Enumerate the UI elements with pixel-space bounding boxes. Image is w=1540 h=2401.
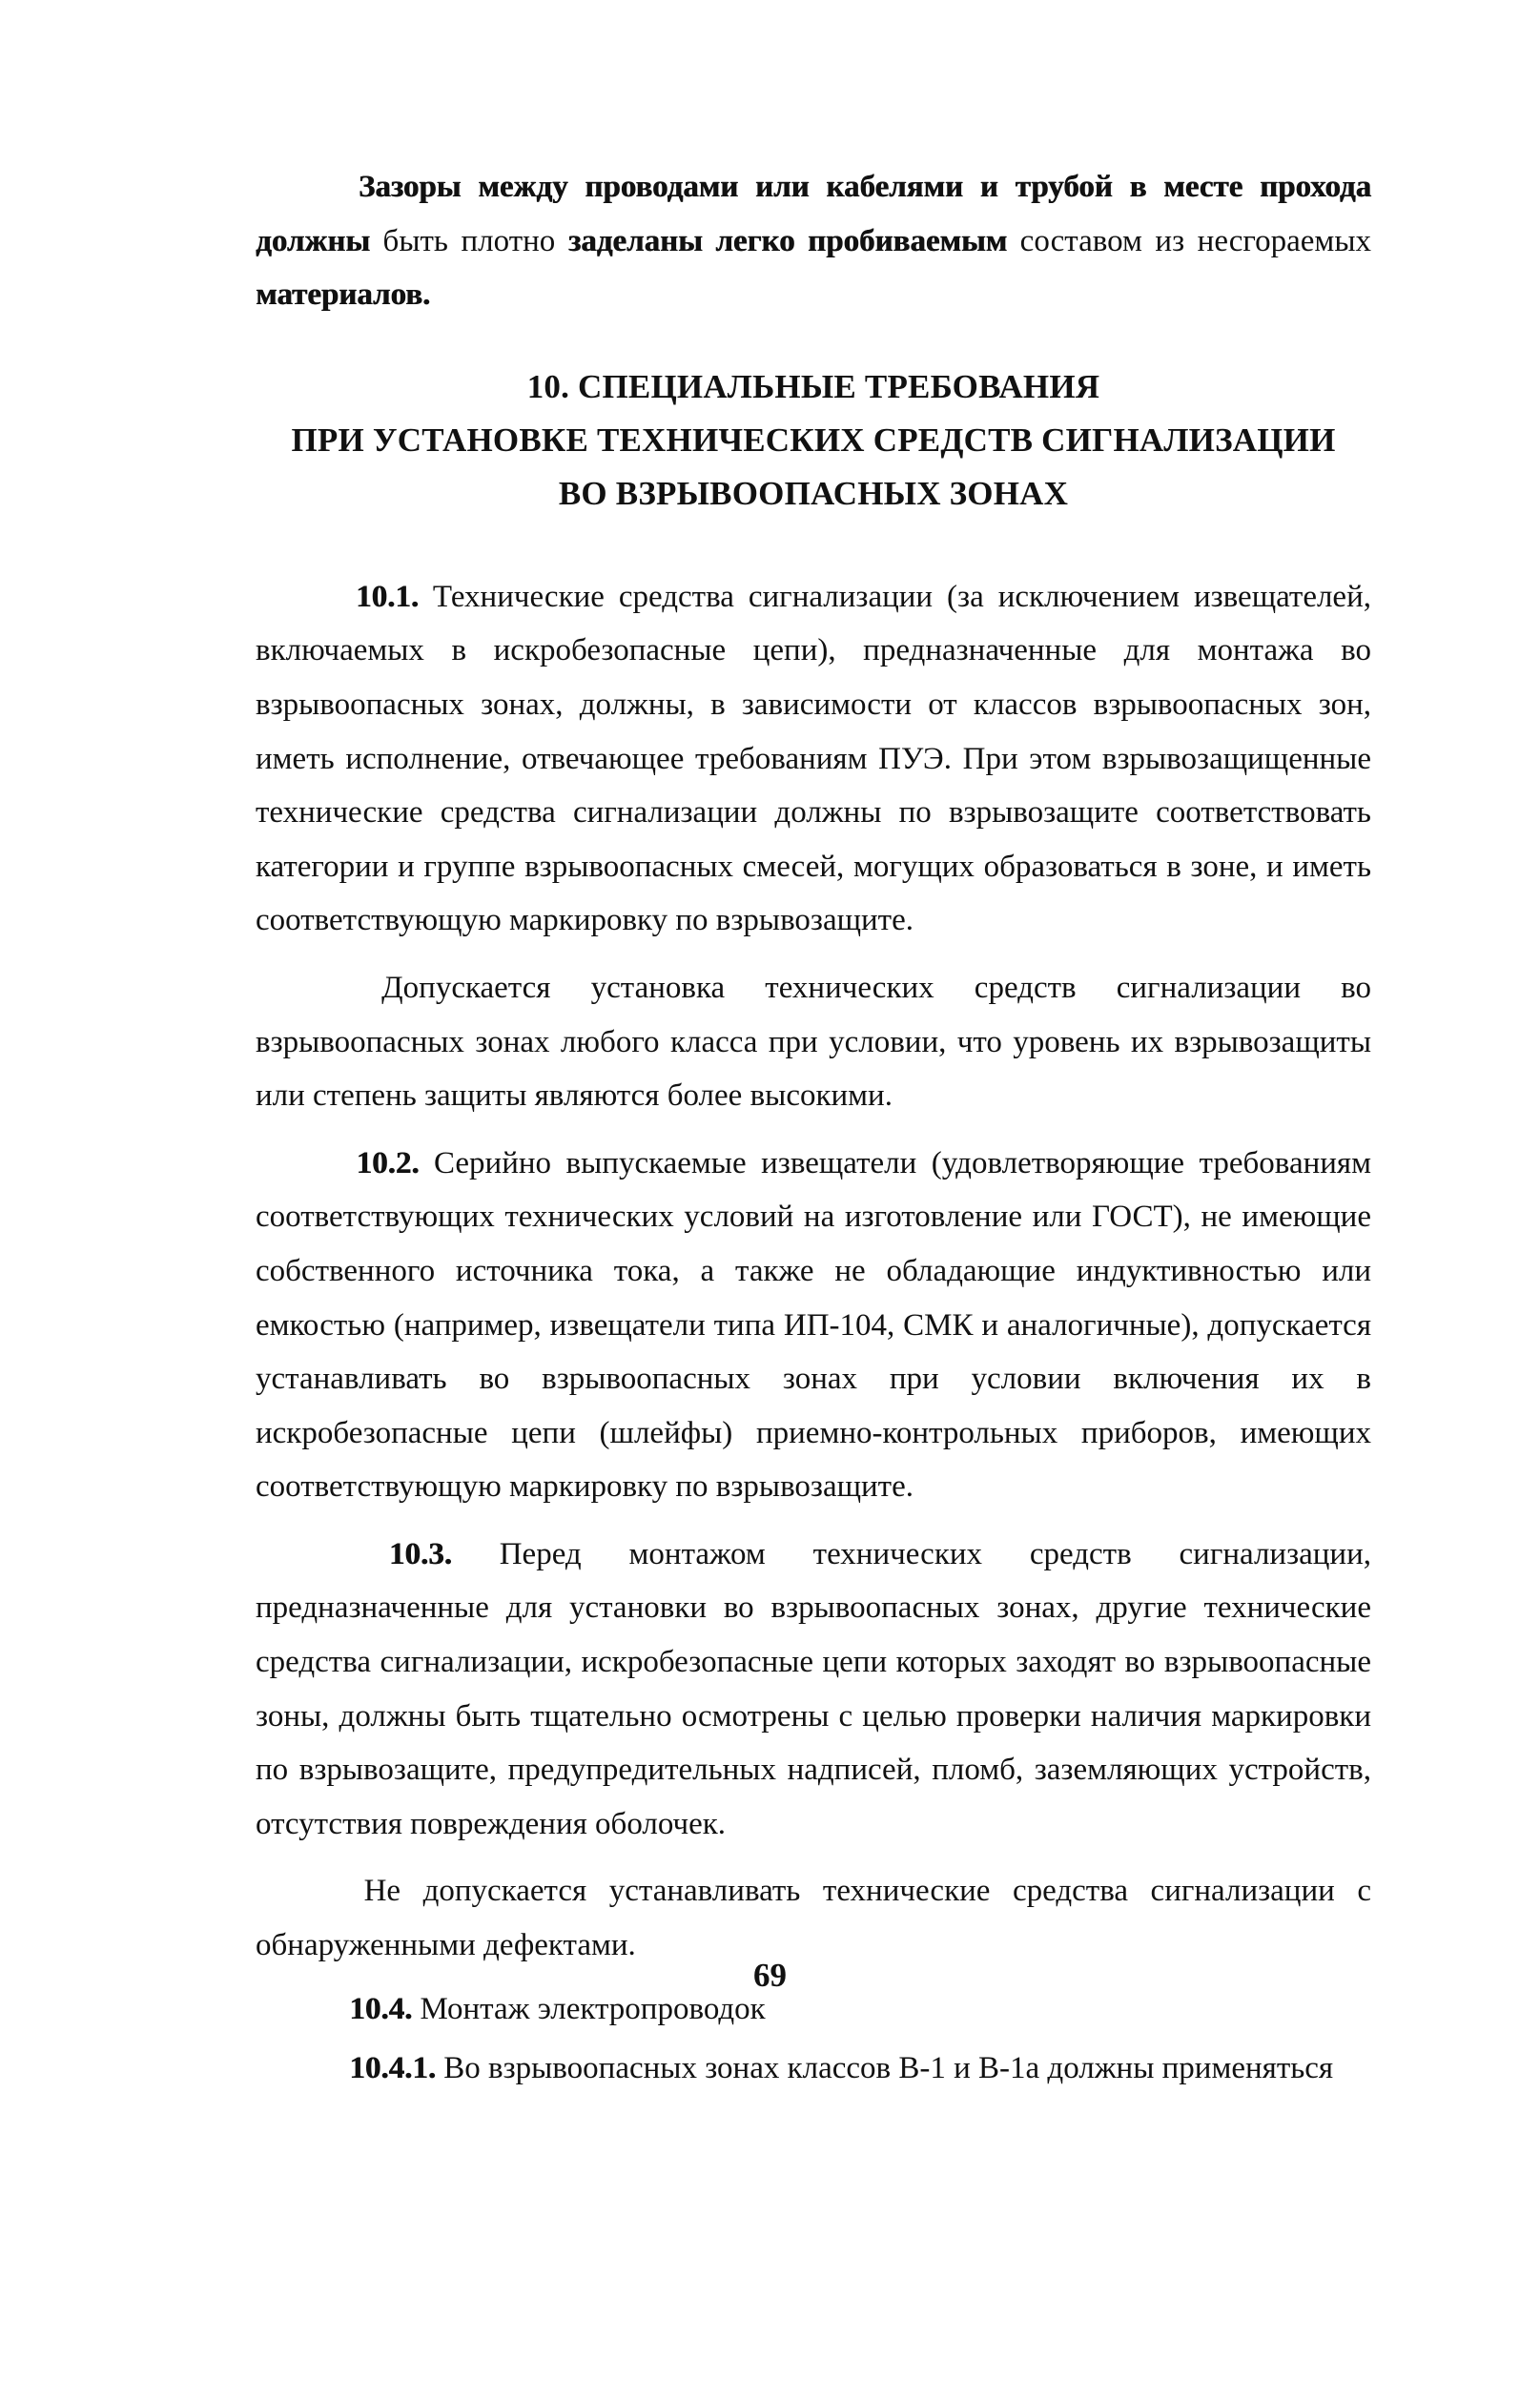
paragraph-10-4-number: 10.4. [349,1991,413,2026]
paragraph-10-3-number: 10.3. [388,1536,452,1571]
paragraph-10-4-text: Монтаж электропроводок [412,1991,766,2026]
heading-line-3: ВО ВЗРЫВООПАСНЫХ ЗОНАХ [558,474,1069,512]
paragraph-10-1 [256,570,1371,948]
paragraph-10-2 [256,1137,1371,1514]
intro-line2-bold: заделаны легко пробиваемым [567,223,1008,258]
paragraph-10-1-continued [256,961,1371,1123]
paragraph-10-4-1-number: 10.4.1. [349,2051,436,2086]
paragraph-10-3-text: Перед монтажом технических средств сигнализации, предназначенные для установки во взрывоопасных зонах, другие технические средства сигнализации, искробезопасные цепи которых заходят во взрывоопасные зоны, должны быть тщательно осмотрены с целью проверки наличия маркировки по взрывозащите, предупредительных надписей, пломб, заземляющих устройств, отсутствия повреждения оболочек. [256,1536,1371,1841]
intro-line2-plain: быть плотно [382,223,568,258]
document-page [256,160,1371,2096]
paragraph-10-3 [256,1528,1371,1852]
intro-line2-rest: составом из несгораемых [1007,223,1371,258]
section-heading [256,360,1371,521]
intro-bold-text: Зазоры между проводами или кабелями и трубой в месте прохода должны [256,170,1371,258]
paragraph-10-4-1-text: Во взрывоопасных зонах классов В-1 и В-1а должны применяться [436,2051,1334,2086]
paragraph-10-1-text: Технические средства сигнализации (за исключением извещателей, включаемых в искробезопасные цепи), предназначенные для монтажа во взрывоопасных зонах, должны, в зависимости от классов взрывоопасных зон, иметь исполнение, отвечающее требованиям ПУЭ. При этом взрывозащищенные технические средства сигнализации должны по взрывозащите соответствовать категории и группе взрывоопасных смесей, могущих образоваться в зоне, и иметь соответствующую маркировку по взрывозащите. [256,579,1371,938]
heading-line-2: ПРИ УСТАНОВКЕ ТЕХНИЧЕСКИХ СРЕДСТВ СИГНАЛИЗАЦИИ [291,421,1336,459]
paragraph-10-2-text: Серийно выпускаемые извещатели (удовлетворяющие требованиям соответствующих технических условий на изготовление или ГОСТ), не имеющие собственного источника тока, а также не обладающие индуктивностью или емкостью (например, извещатели типа ИП-104, СМК и аналогичные), допускается устанавливать во взрывоопасных зонах при условии включения их в искробезопасные цепи (шлейфы) приемно-контрольных приборов, имеющих соответствующую маркировку по взрывозащите. [256,1145,1371,1505]
intro-paragraph [256,160,1371,322]
page-number: 69 [753,1957,787,1994]
heading-line-1: 10. СПЕЦИАЛЬНЫЕ ТРЕБОВАНИЯ [526,367,1100,405]
paragraph-10-2-number: 10.2. [356,1145,420,1180]
paragraph-10-4-1 [256,2042,1371,2096]
paragraph-10-3-continued-text: Не допускается устанавливать технические средства сигнализации с обнаруженными дефектами. [256,1874,1371,1963]
paragraph-10-1-continued-text: Допускается установка технических средств сигнализации во взрывоопасных зонах любого класса при условии, что уровень их взрывозащиты или степень защиты являются более высокими. [256,970,1371,1114]
paragraph-10-1-number: 10.1. [355,579,419,614]
intro-line2-bold-end: материалов. [256,277,431,313]
